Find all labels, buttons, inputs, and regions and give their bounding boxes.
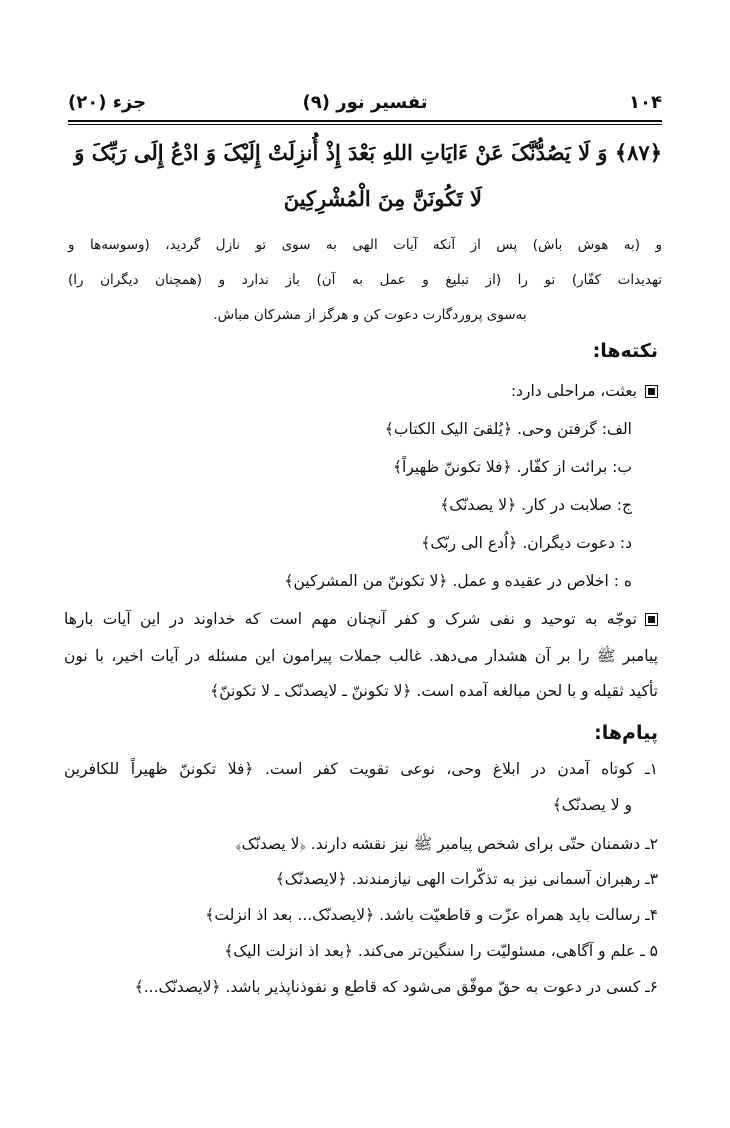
messages-section bbox=[64, 760, 658, 1000]
notes-paragraph-line-2: پیامبر ﷺ را بر آن هشدار مى‌دهد. غالب جملات پیرامون این مسئله در آیات اخیر، با نون bbox=[64, 647, 658, 665]
message-item-1-line-2: و لا یصدنّک﴾ bbox=[552, 796, 632, 814]
message-item: ۳ـ رهبران آسمانى نیز به تذکّرات الهى نیازمندند. ﴿لایصدنّک﴾ bbox=[275, 870, 658, 888]
stage-item: الف: گرفتن وحى. ﴿یُلقىَ الیک الکتاب﴾ bbox=[384, 420, 632, 438]
message-item-1-line-1: ۱ـ کوتاه آمدن در ابلاغ وحى، نوعى تقویت کفر است. ﴿فلا تکوننّ ظهیراً للکافرین bbox=[64, 760, 658, 778]
translation-line-1: و (به هوش باش) پس از آنکه آیات الهى به سوى تو نازل گردید، (وسوسه‌ها و bbox=[68, 237, 662, 253]
translation-line-3: به‌سوى پروردگارت دعوت کن و هرگز از مشرکان مباش. bbox=[213, 307, 527, 323]
part-number: جزء (۲۰) bbox=[68, 92, 147, 113]
verse-line-1: ﴿۸۷﴾ وَ لَا یَصُدُّنَّکَ عَنْ ءَایَاتِ اللهِ بَعْدَ إِذْ أُنزِلَتْ إِلَیْکَ وَ ادْعُ إِلَى رَبِّکَ وَ bbox=[74, 140, 662, 165]
page-header bbox=[68, 92, 662, 122]
verse-translation bbox=[68, 228, 662, 333]
square-bullet-icon bbox=[645, 385, 658, 398]
book-title: تفسیر نور (۹) bbox=[302, 92, 428, 113]
verse-line-2: لَا تَکُونَنَّ مِنَ الْمُشْرِکِینَ bbox=[283, 186, 482, 211]
message-item: ۶ـ کسى در دعوت به حقّ موفّق مى‌شود که قاطع و نفوذناپذیر باشد. ﴿لایصدنّک...﴾ bbox=[134, 978, 658, 996]
notes-intro bbox=[511, 382, 658, 400]
stage-item: ب: برائت از کفّار. ﴿فلا تکوننّ ظهیراً﴾ bbox=[392, 458, 632, 476]
stage-item: ه : اخلاص در عقیده و عمل. ﴿لا تکوننّ من المشرکین﴾ bbox=[284, 572, 632, 590]
notes-paragraph-line-3: تأکید ثقیله و با لحن مبالغه آمده است. ﴿لا تکوننّ ـ لایصدنّک ـ لا تکوننّ﴾ bbox=[210, 682, 658, 700]
message-item: ۵ ـ علم و آگاهى، مسئولیّت را سنگین‌تر مى‌کند. ﴿بعد اذ انزلت الیک﴾ bbox=[224, 942, 658, 960]
stage-item: د: دعوت دیگران. ﴿اُدع الى ربّک﴾ bbox=[421, 534, 632, 552]
notes-section bbox=[64, 382, 658, 700]
stage-item: ج: صلابت در کار. ﴿لا یصدنّک﴾ bbox=[440, 496, 632, 514]
message-item: ۲ـ دشمنان حتّى براى شخص پیامبر ﷺ نیز نقشه دارند. ﴿لا یصدنّک﴾ bbox=[235, 835, 658, 853]
notes-intro-text: بعثت، مراحلى دارد: bbox=[510, 382, 637, 400]
page-number: ۱۰۴ bbox=[629, 92, 662, 113]
notes-paragraph-text: توجّه به توحید و نفى شرک و کفر آنچنان مهم است که خداوند در این آیات بارها bbox=[64, 610, 637, 628]
notes-paragraph-line-1 bbox=[64, 610, 658, 628]
square-bullet-icon bbox=[645, 613, 658, 626]
translation-line-2: تهدیدات کفّار) تو را (از تبلیغ و عمل به آن) باز ندارد و (همچنان دیگران را) bbox=[68, 272, 662, 288]
notes-heading: نکته‌ها: bbox=[592, 340, 658, 362]
quran-verse bbox=[60, 130, 662, 222]
header-divider bbox=[68, 120, 662, 125]
messages-heading: پیام‌ها: bbox=[594, 722, 658, 744]
message-item: ۴ـ رسالت باید همراه عزّت و قاطعیّت باشد. ﴿لایصدنّک... بعد اذ انزلت﴾ bbox=[205, 906, 658, 924]
